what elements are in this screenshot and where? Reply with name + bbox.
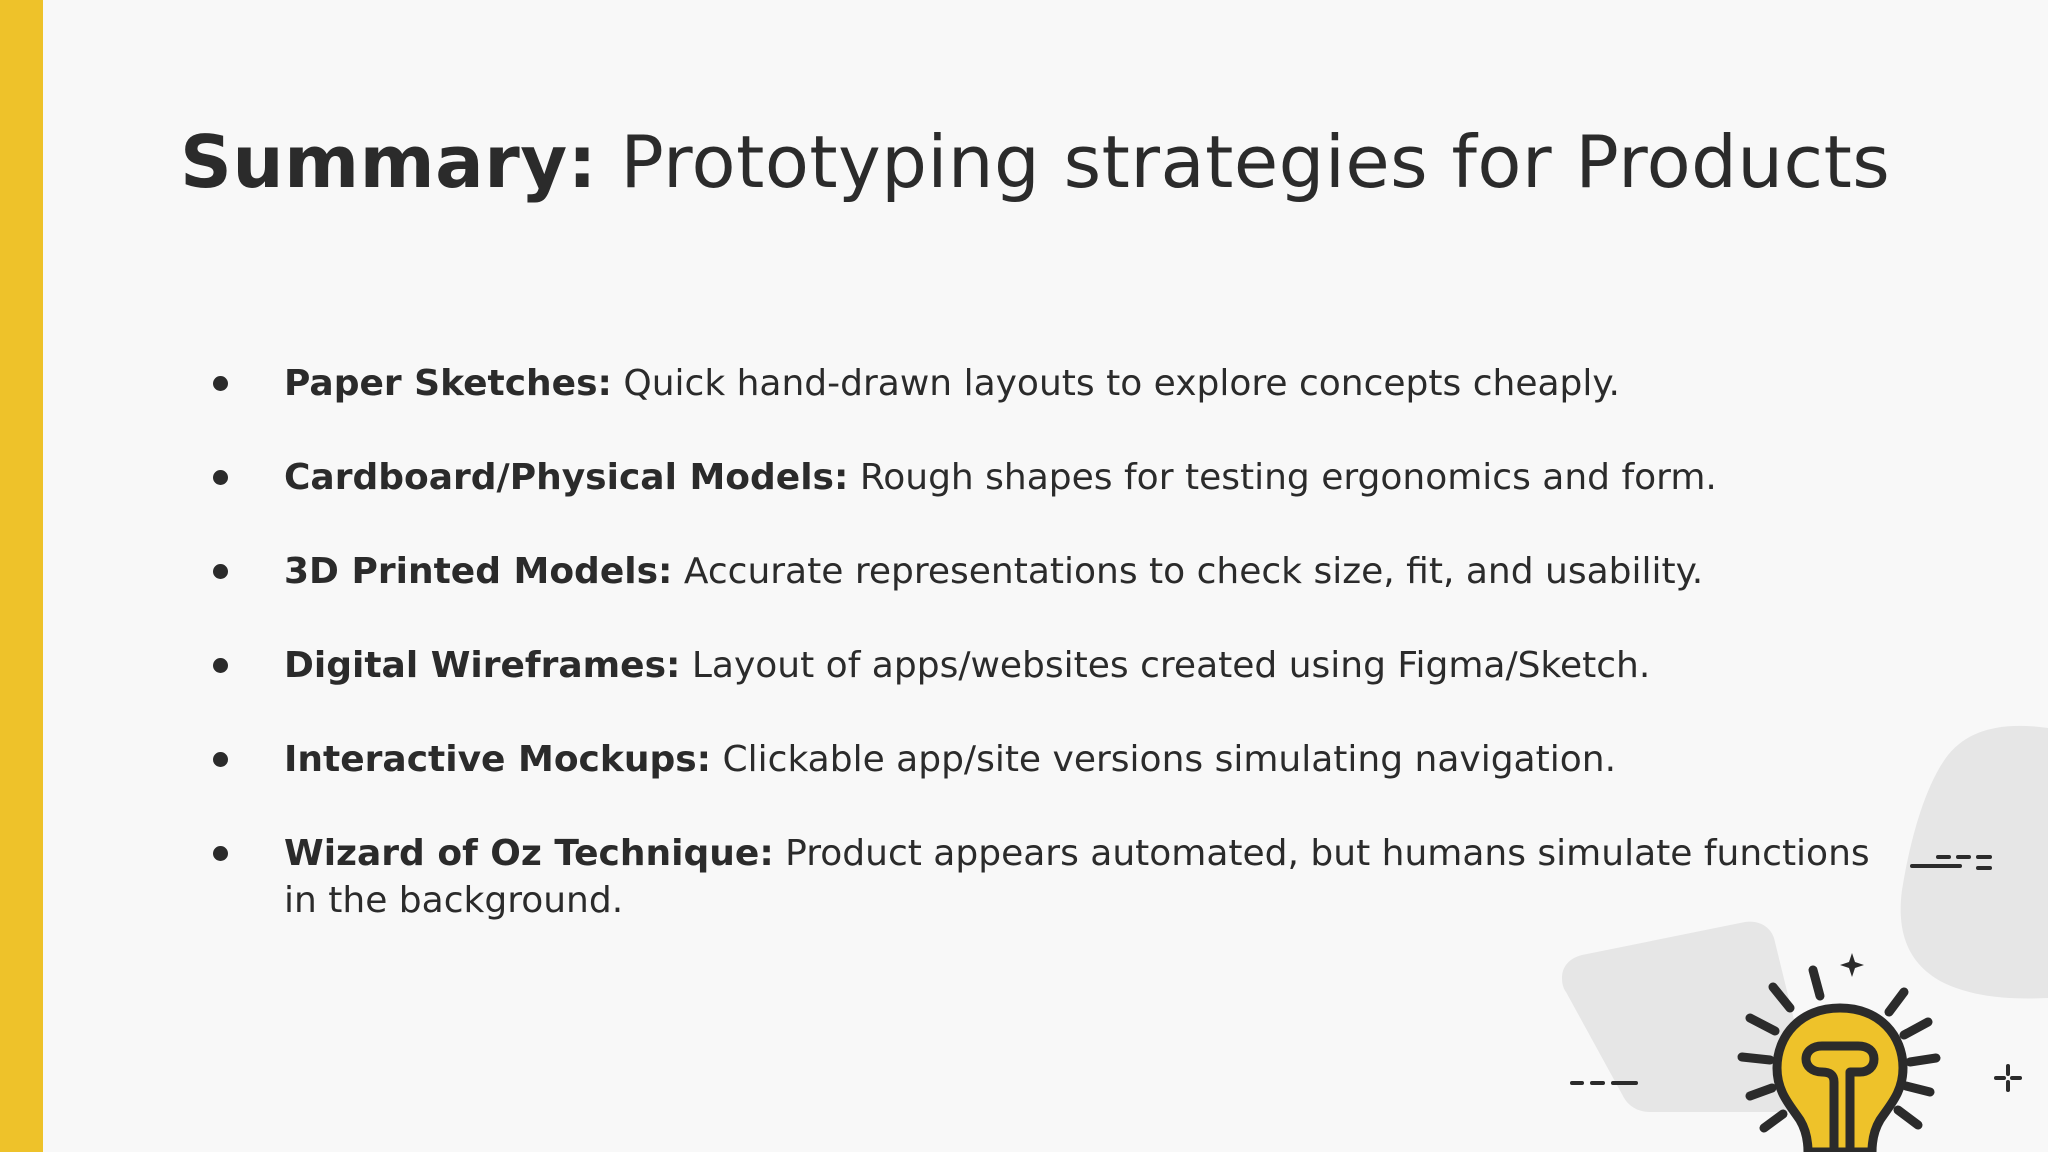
bulb-glass bbox=[1777, 1008, 1903, 1152]
bullet-dot bbox=[213, 376, 228, 391]
background-blob-right bbox=[1901, 726, 2048, 999]
list-item bbox=[210, 454, 1890, 501]
bullet-term: Wizard of Oz Technique: bbox=[284, 833, 774, 874]
bullet-term: Cardboard/Physical Models: bbox=[284, 457, 849, 498]
bullet-dot bbox=[213, 470, 228, 485]
list-item bbox=[210, 642, 1890, 689]
bullet-dot bbox=[213, 846, 228, 861]
list-item bbox=[210, 548, 1890, 595]
bullet-text: Product appears automated, but humans simulate functions in the background. bbox=[284, 833, 1870, 921]
accent-bar bbox=[0, 0, 43, 1152]
sparkle-icon bbox=[1840, 953, 1864, 977]
title-text: Prototyping strategies for Products bbox=[620, 120, 1891, 204]
title-prefix: Summary: bbox=[180, 120, 597, 204]
sparkle-icon bbox=[1996, 1066, 2020, 1090]
bullet-text: Clickable app/site versions simulating navigation. bbox=[722, 739, 1617, 780]
bullet-dot bbox=[213, 564, 228, 579]
bullet-text: Rough shapes for testing ergonomics and form. bbox=[859, 457, 1717, 498]
slide-title bbox=[180, 112, 1890, 212]
bullet-term: Paper Sketches: bbox=[284, 363, 612, 404]
bullet-text: Quick hand-drawn layouts to explore concepts cheaply. bbox=[623, 363, 1621, 404]
bullet-dot bbox=[213, 658, 228, 673]
list-item bbox=[210, 360, 1890, 407]
bullet-text: Accurate representations to check size, fit, and usability. bbox=[683, 551, 1704, 592]
bullet-term: Interactive Mockups: bbox=[284, 739, 712, 780]
bullet-term: Digital Wireframes: bbox=[284, 645, 681, 686]
lightbulb-idea-icon bbox=[1500, 700, 2048, 1152]
bullet-term: 3D Printed Models: bbox=[284, 551, 673, 592]
bullet-dot bbox=[213, 752, 228, 767]
bullet-text: Layout of apps/websites created using Figma/Sketch. bbox=[691, 645, 1651, 686]
